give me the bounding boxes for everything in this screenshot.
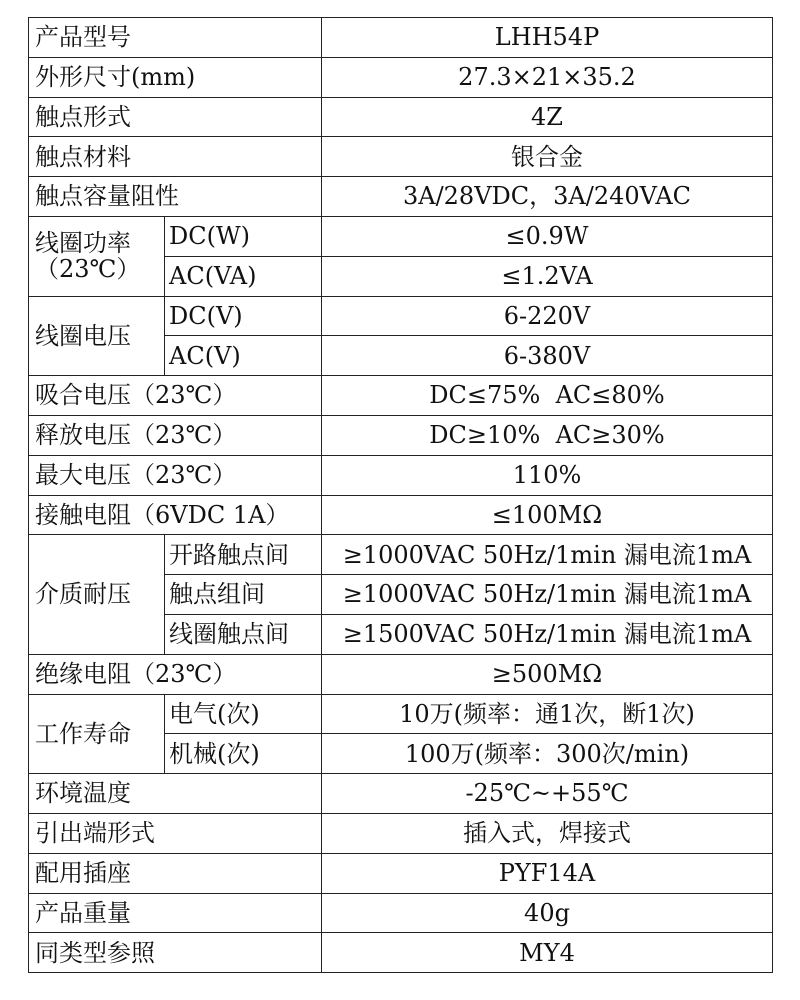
row-release-voltage bbox=[29, 415, 773, 455]
row-ambient-temp bbox=[29, 774, 773, 814]
row-dielectric-1 bbox=[29, 535, 773, 575]
dielectric-contact-sets-label: 触点组间 bbox=[165, 575, 322, 615]
life-mechanical-label: 机械(次) bbox=[165, 734, 322, 774]
row-pickup-voltage bbox=[29, 376, 773, 416]
dimensions-label: 外形尺寸(mm) bbox=[29, 57, 322, 97]
max-voltage-label: 最大电压（23℃） bbox=[29, 455, 322, 495]
coil-power-ac-value: ≤1.2VA bbox=[322, 256, 773, 296]
contact-capacity-value: 3A/28VDC，3A/240VAC bbox=[322, 177, 773, 217]
product-model-label: 产品型号 bbox=[29, 18, 322, 58]
coil-voltage-label: 线圈电压 bbox=[29, 296, 165, 376]
pickup-voltage-label: 吸合电压（23℃） bbox=[29, 376, 322, 416]
row-equivalent bbox=[29, 933, 773, 973]
row-coil-power-dc bbox=[29, 216, 773, 256]
life-mechanical-value: 100万(频率：300次/min) bbox=[322, 734, 773, 774]
max-voltage-value: 110% bbox=[322, 455, 773, 495]
pickup-voltage-value: DC≤75% AC≤80% bbox=[322, 376, 773, 416]
dielectric-open-contacts-label: 开路触点间 bbox=[165, 535, 322, 575]
equivalent-label: 同类型参照 bbox=[29, 933, 322, 973]
socket-label: 配用插座 bbox=[29, 853, 322, 893]
terminal-value: 插入式，焊接式 bbox=[322, 813, 773, 853]
coil-power-dc-label: DC(W) bbox=[165, 216, 322, 256]
product-model-value: LHH54P bbox=[322, 18, 773, 58]
equivalent-value: MY4 bbox=[322, 933, 773, 973]
insulation-value: ≥500MΩ bbox=[322, 654, 773, 694]
contact-material-label: 触点材料 bbox=[29, 137, 322, 177]
row-product-model bbox=[29, 18, 773, 58]
coil-voltage-ac-label: AC(V) bbox=[165, 336, 322, 376]
row-weight bbox=[29, 893, 773, 933]
dielectric-coil-contact-value: ≥1500VAC 50Hz/1min 漏电流1mA bbox=[322, 614, 773, 654]
row-socket bbox=[29, 853, 773, 893]
contact-form-value: 4Z bbox=[322, 97, 773, 137]
coil-voltage-dc-value: 6-220V bbox=[322, 296, 773, 336]
row-dimensions bbox=[29, 57, 773, 97]
row-contact-material bbox=[29, 137, 773, 177]
insulation-label: 绝缘电阻（23℃） bbox=[29, 654, 322, 694]
dielectric-contact-sets-value: ≥1000VAC 50Hz/1min 漏电流1mA bbox=[322, 575, 773, 615]
coil-power-label bbox=[29, 216, 165, 296]
coil-power-dc-value: ≤0.9W bbox=[322, 216, 773, 256]
spec-table bbox=[28, 17, 773, 973]
dielectric-label: 介质耐压 bbox=[29, 535, 165, 654]
ambient-temp-label: 环境温度 bbox=[29, 774, 322, 814]
row-terminal bbox=[29, 813, 773, 853]
contact-material-value: 银合金 bbox=[322, 137, 773, 177]
life-label: 工作寿命 bbox=[29, 694, 165, 774]
dielectric-coil-contact-label: 线圈触点间 bbox=[165, 614, 322, 654]
row-contact-capacity bbox=[29, 177, 773, 217]
life-electrical-label: 电气(次) bbox=[165, 694, 322, 734]
coil-power-label-line1: 线圈功率 bbox=[35, 228, 131, 257]
coil-voltage-ac-value: 6-380V bbox=[322, 336, 773, 376]
socket-value: PYF14A bbox=[322, 853, 773, 893]
release-voltage-label: 释放电压（23℃） bbox=[29, 415, 322, 455]
contact-form-label: 触点形式 bbox=[29, 97, 322, 137]
terminal-label: 引出端形式 bbox=[29, 813, 322, 853]
row-max-voltage bbox=[29, 455, 773, 495]
row-insulation bbox=[29, 654, 773, 694]
ambient-temp-value: -25℃~+55℃ bbox=[322, 774, 773, 814]
row-life-electrical bbox=[29, 694, 773, 734]
coil-power-ac-label: AC(VA) bbox=[165, 256, 322, 296]
contact-resistance-value: ≤100MΩ bbox=[322, 495, 773, 535]
contact-capacity-label: 触点容量阻性 bbox=[29, 177, 322, 217]
weight-value: 40g bbox=[322, 893, 773, 933]
coil-power-label-line2: （23℃） bbox=[35, 255, 141, 284]
dimensions-value: 27.3×21×35.2 bbox=[322, 57, 773, 97]
dielectric-open-contacts-value: ≥1000VAC 50Hz/1min 漏电流1mA bbox=[322, 535, 773, 575]
contact-resistance-label: 接触电阻（6VDC 1A） bbox=[29, 495, 322, 535]
row-contact-form bbox=[29, 97, 773, 137]
row-contact-resistance bbox=[29, 495, 773, 535]
coil-voltage-dc-label: DC(V) bbox=[165, 296, 322, 336]
release-voltage-value: DC≥10% AC≥30% bbox=[322, 415, 773, 455]
weight-label: 产品重量 bbox=[29, 893, 322, 933]
row-coil-voltage-dc bbox=[29, 296, 773, 336]
life-electrical-value: 10万(频率：通1次，断1次) bbox=[322, 694, 773, 734]
